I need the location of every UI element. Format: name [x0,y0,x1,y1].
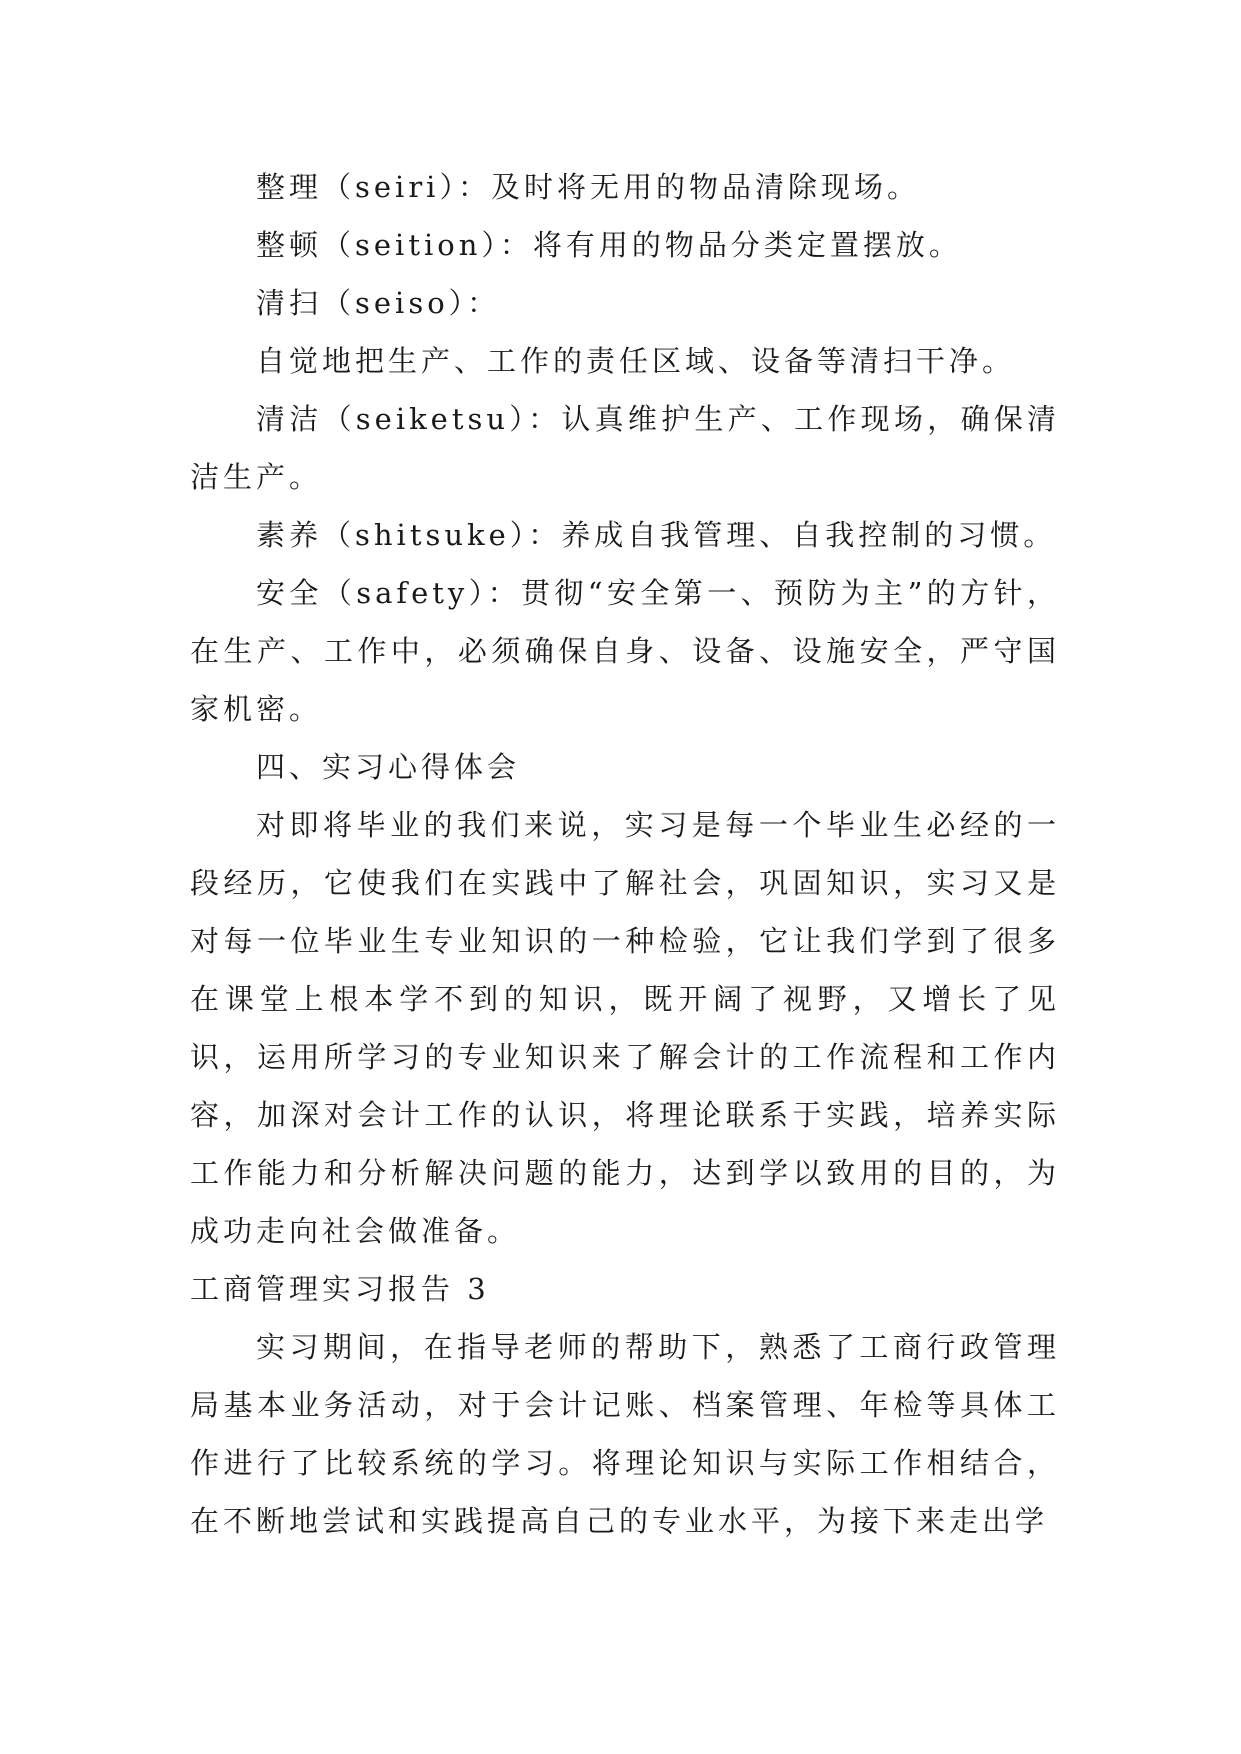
paragraph-5s-seiso-term: 清扫（seiso）： [256,286,501,320]
paragraph-5s-seiton: 整顿（seition）：将有用的物品分类定置摆放。 [256,228,962,262]
paragraph-report-3-body: 实习期间，在指导老师的帮助下，熟悉了工商行政管理局基本业务活动，对于会计记账、档案管理、年检等具体工作进行了比较系统的学习。将理论知识与实际工作相结合，在不断地尝试和实践提高自己的专业水平，为接下来走出学 [190,1330,1060,1538]
paragraph-5s-seiketsu: 清洁（seiketsu）：认真维护生产、工作现场，确保清洁生产。 [190,402,1060,494]
paragraph-5s-seiso-desc: 自觉地把生产、工作的责任区域、设备等清扫干净。 [256,344,1016,378]
paragraph-experience-body: 对即将毕业的我们来说，实习是每一个毕业生必经的一段经历，它使我们在实践中了解社会，巩固知识，实习又是对每一位毕业生专业知识的一种检验，它让我们学到了很多在课堂上根本学不到的知识，既开阔了视野，又增长了见识，运用所学习的专业知识来了解会计的工作流程和工作内容，加深对会计工作的认识，将理论联系于实践，培养实际工作能力和分析解决问题的能力，达到学以致用的目的，为成功走向社会做准备。 [190,808,1060,1248]
document-page [190,158,1060,1550]
section-heading-experience: 四、实习心得体会 [256,750,521,784]
report-title-3: 工商管理实习报告 3 [190,1272,490,1306]
paragraph-safety: 安全（safety）：贯彻“安全第一、预防为主”的方针，在生产、工作中，必须确保自身、设备、设施安全，严守国家机密。 [190,576,1060,726]
paragraph-5s-shitsuke: 素养（shitsuke）：养成自我管理、自我控制的习惯。 [256,518,1057,552]
paragraph-5s-seiri: 整理（seiri）：及时将无用的物品清除现场。 [256,170,920,204]
